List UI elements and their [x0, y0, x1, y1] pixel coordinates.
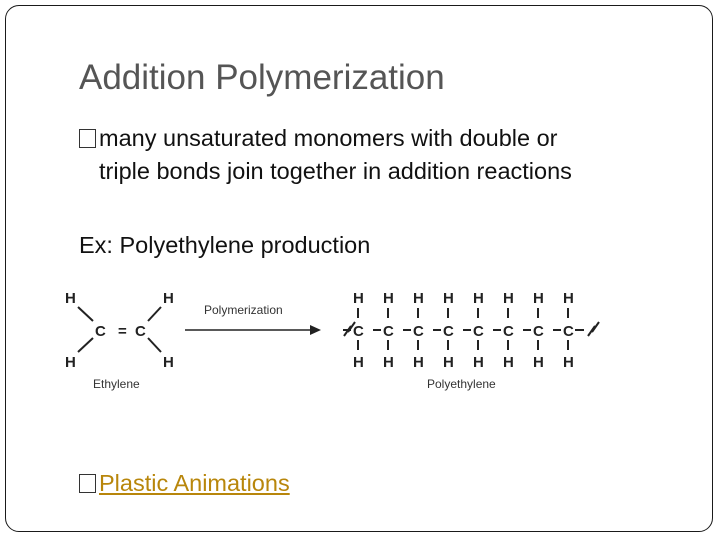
bullet-marker-icon [79, 474, 96, 493]
atom-c: C [135, 323, 146, 340]
ethylene-label: Ethylene [93, 377, 140, 391]
atom-c: C [503, 323, 514, 340]
atom-h: H [473, 354, 484, 371]
slide-title: Addition Polymerization [79, 58, 445, 97]
atom-h: H [533, 354, 544, 371]
polymerization-diagram [55, 280, 615, 400]
bullet-line-1 [79, 122, 679, 155]
atom-h: H [383, 290, 394, 307]
example-heading: Ex: Polyethylene production [79, 232, 371, 258]
atom-h: H [353, 290, 364, 307]
atom-h: H [443, 354, 454, 371]
chain-end-squiggle [588, 322, 599, 336]
atom-h: H [503, 290, 514, 307]
atom-c: C [95, 323, 106, 340]
atom-h: H [473, 290, 484, 307]
atom-h: H [163, 354, 174, 371]
atom-c: C [443, 323, 454, 340]
atom-c: C [563, 323, 574, 340]
atom-h: H [563, 290, 574, 307]
bullet-text-1: many unsaturated monomers with double or [99, 125, 558, 151]
atom-h: H [65, 290, 76, 307]
atom-c: C [353, 323, 364, 340]
bond-line [148, 307, 161, 321]
plastic-animations-link[interactable]: Plastic Animations [99, 470, 290, 496]
atom-h: H [413, 354, 424, 371]
atom-h: H [163, 290, 174, 307]
link-row [79, 470, 290, 497]
polyethylene-label: Polyethylene [427, 377, 496, 391]
atom-h: H [533, 290, 544, 307]
atom-h: H [443, 290, 454, 307]
polymerization-label: Polymerization [204, 303, 283, 317]
bond-line [148, 338, 161, 352]
bullet-text-2: triple bonds join together in addition reactions [99, 158, 572, 184]
bond-line [78, 307, 93, 321]
bond-line [78, 338, 93, 352]
atom-c: C [413, 323, 424, 340]
atom-c: C [473, 323, 484, 340]
atom-h: H [65, 354, 76, 371]
atom-h: H [563, 354, 574, 371]
atom-h: H [383, 354, 394, 371]
atom-c: C [383, 323, 394, 340]
bullet-marker-icon [79, 129, 96, 148]
atom-h: H [413, 290, 424, 307]
double-bond: = [118, 323, 127, 340]
ethylene-molecule [65, 290, 174, 371]
atom-c: C [533, 323, 544, 340]
atom-h: H [503, 354, 514, 371]
reaction-arrow-icon [310, 325, 321, 335]
bullet-point [79, 122, 679, 188]
polyethylene-chain [343, 290, 599, 371]
atom-h: H [353, 354, 364, 371]
